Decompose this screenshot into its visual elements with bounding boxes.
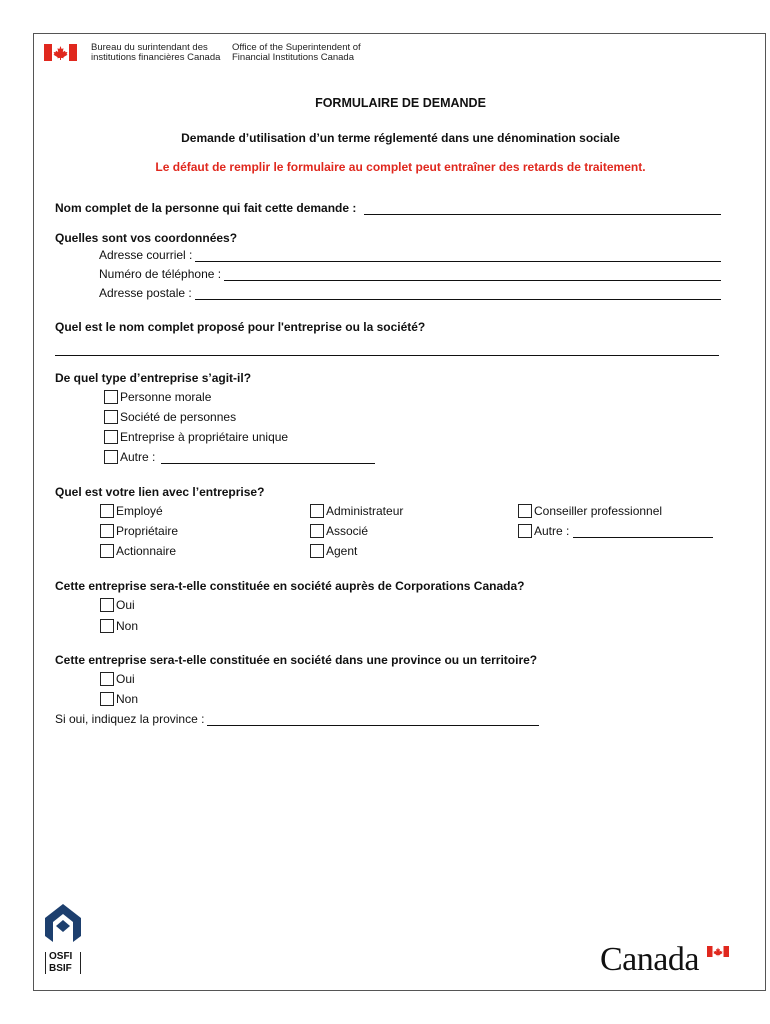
postal-field[interactable] [99, 286, 721, 300]
option-label: Actionnaire [116, 544, 177, 558]
option-label: Employé [116, 504, 163, 518]
option-label: Agent [326, 544, 358, 558]
email-label: Adresse courriel : [99, 248, 193, 262]
checkbox[interactable] [518, 524, 532, 538]
option-label: Oui [116, 598, 135, 612]
option-label: Entreprise à propriétaire unique [120, 430, 289, 444]
bureau-name-fr: Bureau du surintendant des institutions financières Canada [91, 42, 221, 63]
provincial-no[interactable] [100, 690, 138, 708]
proposed-name-line[interactable] [55, 355, 719, 356]
canada-wordmark: Canada [600, 941, 699, 978]
checkbox[interactable] [104, 430, 118, 444]
postal-label: Adresse postale : [99, 286, 192, 300]
business-type-question: De quel type d’entreprise s’agit-il? [55, 371, 252, 385]
osfi-logo-divider-right [80, 952, 81, 974]
type-option-proprietaire-unique[interactable] [104, 428, 288, 446]
form-title: FORMULAIRE DE DEMANDE [315, 96, 486, 110]
contact-question: Quelles sont vos coordonnées? [55, 231, 238, 245]
osfi-logo-icon [41, 902, 85, 947]
wordmark-flag-icon [707, 944, 729, 962]
checkbox[interactable] [100, 504, 114, 518]
province-label: Si oui, indiquez la province : [55, 712, 205, 726]
osfi-logo-divider [45, 952, 46, 974]
option-label: Autre : [534, 524, 570, 538]
link-option-autre[interactable] [518, 522, 713, 540]
bsif-acronym: BSIF [49, 963, 72, 974]
checkbox[interactable] [518, 504, 532, 518]
checkbox[interactable] [100, 598, 114, 612]
link-option-conseiller[interactable] [518, 502, 662, 520]
form-subtitle: Demande d’utilisation d’un terme réglementé dans une dénomination sociale [181, 131, 620, 145]
option-label: Autre : [120, 450, 156, 464]
checkbox[interactable] [100, 692, 114, 706]
requester-name-line[interactable] [364, 202, 721, 215]
federal-question: Cette entreprise sera-t-elle constituée en société auprès de Corporations Canada? [55, 579, 525, 593]
warning-text: Le défaut de remplir le formulaire au complet peut entraîner des retards de traitement. [155, 160, 646, 174]
office-name-en: Office of the Superintendent of Financial Institutions Canada [232, 42, 361, 63]
checkbox[interactable] [100, 619, 114, 633]
checkbox[interactable] [100, 544, 114, 558]
option-label: Propriétaire [116, 524, 179, 538]
option-label: Oui [116, 672, 135, 686]
phone-line[interactable] [224, 268, 721, 281]
requester-name-label: Nom complet de la personne qui fait cette demande : [55, 201, 357, 215]
requester-name-field[interactable] [55, 201, 721, 215]
email-field[interactable] [99, 248, 721, 262]
osfi-acronym: OSFI [49, 951, 73, 962]
provincial-yes[interactable] [100, 670, 135, 688]
type-option-societe-personnes[interactable] [104, 408, 236, 426]
option-label: Non [116, 619, 139, 633]
link-option-actionnaire[interactable] [100, 542, 176, 560]
option-label: Société de personnes [120, 410, 237, 424]
proposed-name-question: Quel est le nom complet proposé pour l'entreprise ou la société? [55, 320, 426, 334]
email-line[interactable] [195, 249, 721, 262]
checkbox[interactable] [310, 544, 324, 558]
link-option-associe[interactable] [310, 522, 368, 540]
option-label: Administrateur [326, 504, 404, 518]
province-line[interactable] [207, 713, 539, 726]
federal-yes[interactable] [100, 596, 135, 614]
form-page [33, 33, 766, 991]
type-option-personne-morale[interactable] [104, 388, 211, 406]
option-label: Conseiller professionnel [534, 504, 663, 518]
link-option-employe[interactable] [100, 502, 163, 520]
link-other-line[interactable] [573, 524, 713, 538]
phone-field[interactable] [99, 267, 721, 281]
link-option-administrateur[interactable] [310, 502, 403, 520]
provincial-question: Cette entreprise sera-t-elle constituée en société dans une province ou un territoire? [55, 653, 538, 667]
link-option-proprietaire[interactable] [100, 522, 178, 540]
checkbox[interactable] [104, 390, 118, 404]
type-other-line[interactable] [161, 450, 375, 464]
relationship-question: Quel est votre lien avec l’entreprise? [55, 485, 265, 499]
phone-label: Numéro de téléphone : [99, 267, 222, 281]
checkbox[interactable] [100, 672, 114, 686]
type-option-autre[interactable] [104, 448, 375, 466]
postal-line[interactable] [195, 287, 721, 300]
option-label: Associé [326, 524, 369, 538]
province-field[interactable] [55, 712, 539, 726]
link-option-agent[interactable] [310, 542, 357, 560]
checkbox[interactable] [104, 410, 118, 424]
checkbox[interactable] [104, 450, 118, 464]
option-label: Personne morale [120, 390, 212, 404]
canada-flag-icon [44, 44, 77, 66]
federal-no[interactable] [100, 617, 138, 635]
option-label: Non [116, 692, 139, 706]
checkbox[interactable] [310, 524, 324, 538]
checkbox[interactable] [100, 524, 114, 538]
checkbox[interactable] [310, 504, 324, 518]
